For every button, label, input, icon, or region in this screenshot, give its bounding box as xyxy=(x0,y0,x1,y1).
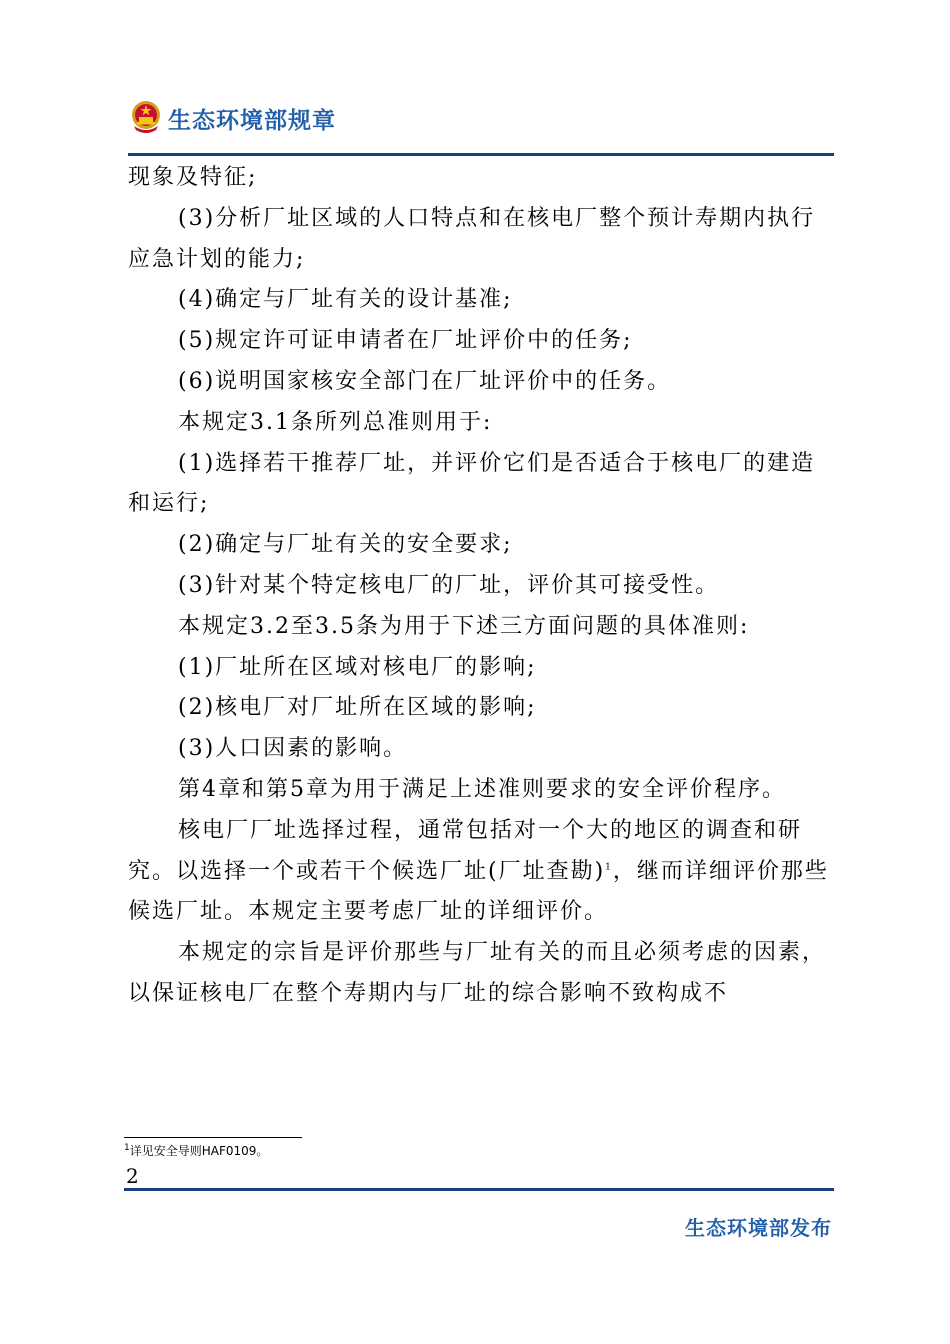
page-header xyxy=(128,96,834,158)
national-emblem-icon xyxy=(130,100,162,134)
body-line: 现象及特征; xyxy=(128,165,258,190)
body-line: (4)确定与厂址有关的设计基准; xyxy=(178,287,513,313)
body-line: (3)人口因素的影响。 xyxy=(178,736,408,762)
body-line: (1)选择若干推荐厂址，并评价它们是否适合于核电厂的建造和运行; xyxy=(128,450,816,517)
body-line: (6)说明国家核安全部门在厂址评价中的任务。 xyxy=(178,368,672,394)
header-title: 生态环境部规章 xyxy=(168,108,336,134)
body-line: (2)核电厂对厂址所在区域的影响; xyxy=(178,695,537,721)
footnote-divider xyxy=(124,1137,302,1138)
body-line: 本规定3.2至3.5条为用于下述三方面问题的具体准则: xyxy=(178,613,750,639)
body-line: (1)厂址所在区域对核电厂的影响; xyxy=(178,654,537,680)
document-body xyxy=(128,158,834,1015)
body-line: (3)分析厂址区域的人口特点和在核电厂整个预计寿期内执行应急计划的能力; xyxy=(128,205,816,272)
paragraph-text: ，继而详细评价那些候选厂址。本规定主要考虑厂址的详细评价。 xyxy=(128,858,829,925)
footnote xyxy=(124,1142,268,1159)
body-line: (3)针对某个特定核电厂的厂址，评价其可接受性。 xyxy=(178,572,720,598)
header-divider xyxy=(128,153,834,156)
footnote-mark: 1 xyxy=(124,1143,130,1153)
body-line: (2)确定与厂址有关的安全要求; xyxy=(178,532,513,558)
purpose-paragraph: 本规定的宗旨是评价那些与厂址有关的而且必须考虑的因素，以保证核电厂在整个寿期内与厂址的综合影响不致构成不 xyxy=(128,940,827,1006)
footer-divider xyxy=(124,1188,834,1191)
body-line: 第4章和第5章为用于满足上述准则要求的安全评价程序。 xyxy=(178,776,786,802)
footnote-reference[interactable]: 1 xyxy=(605,862,613,873)
page-number: 2 xyxy=(126,1164,139,1188)
body-line: 本规定3.1条所列总准则用于: xyxy=(178,409,493,435)
footer-title: 生态环境部发布 xyxy=(685,1216,832,1240)
body-line: (5)规定许可证申请者在厂址评价中的任务; xyxy=(178,328,633,354)
site-selection-paragraph xyxy=(128,811,834,933)
paragraph-text: 核电厂厂址选择过程，通常包括对一个大的地区的调查和研究。以选择一个或若干个候选厂址(厂址查勘) xyxy=(128,817,803,884)
footnote-text: 详见安全导则HAF0109。 xyxy=(129,1144,269,1158)
